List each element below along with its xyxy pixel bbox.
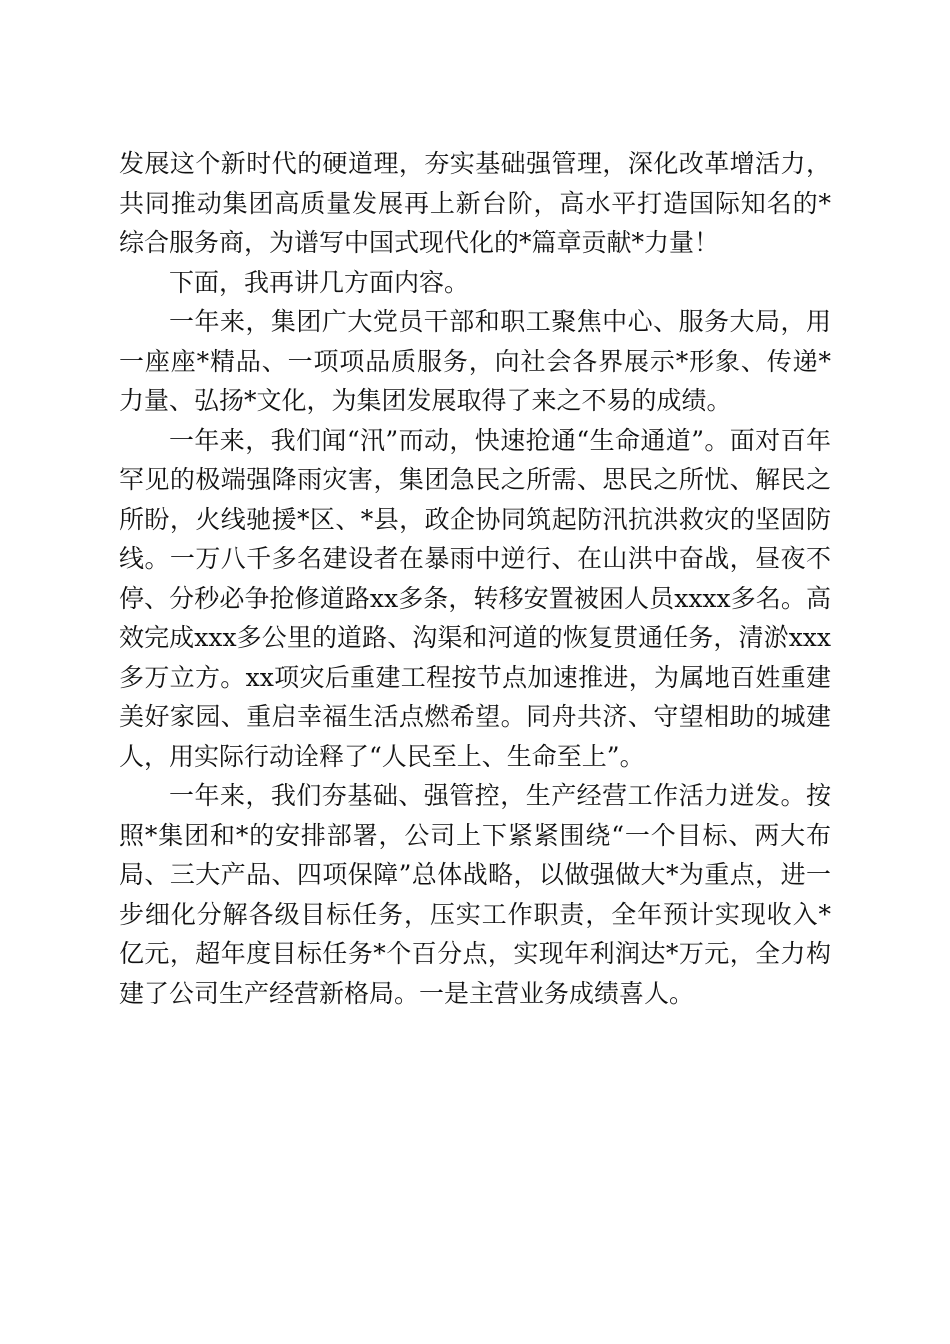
paragraph-operations: 一年来，我们夯基础、强管控，生产经营工作活力迸发。按照*集团和*的安排部署，公司上下紧紧围绕“一个目标、两大布局、三大产品、四项保障”总体战略，以做强做大*为重点，进一步细化分解各级目标任务，压实工作职责，全年预计实现收入*亿元，超年度目标任务*个百分点，实现年利润达*万元，全力构建了公司生产经营新格局。一是主营业务成绩喜人。: [119, 781, 831, 1008]
paragraph-continued: 发展这个新时代的硬道理，夯实基础强管理，深化改革增活力，共同推动集团高质量发展再上新台阶，高水平打造国际知名的*综合服务商，为谱写中国式现代化的*篇章贡献*力量！: [119, 149, 831, 257]
body-text: [119, 144, 831, 1013]
paragraph-achievements: 一年来，集团广大党员干部和职工聚焦中心、服务大局，用一座座*精品、一项项品质服务，向社会各界展示*形象、传递*力量、弘扬*文化，为集团发展取得了来之不易的成绩。: [119, 307, 831, 415]
paragraph-intro: 下面，我再讲几方面内容。: [169, 267, 470, 297]
paragraph-flood-relief: 一年来，我们闻“汛”而动，快速抢通“生命通道”。面对百年罕见的极端强降雨灾害，集团急民之所需、思民之所忧、解民之所盼，火线驰援*区、*县，政企协同筑起防汛抗洪救灾的坚固防线。一万八千多名建设者在暴雨中逆行、在山洪中奋战，昼夜不停、分秒必争抢修道路xx多条，转移安置被困人员xxxx多名。高效完成xxx多公里的道路、沟渠和河道的恢复贯通任务，清淤xxx多万立方。xx项灾后重建工程按节点加速推进，为属地百姓重建美好家园、重启幸福生活点燃希望。同舟共济、守望相助的城建人，用实际行动诠释了“人民至上、生命至上”。: [119, 425, 831, 771]
